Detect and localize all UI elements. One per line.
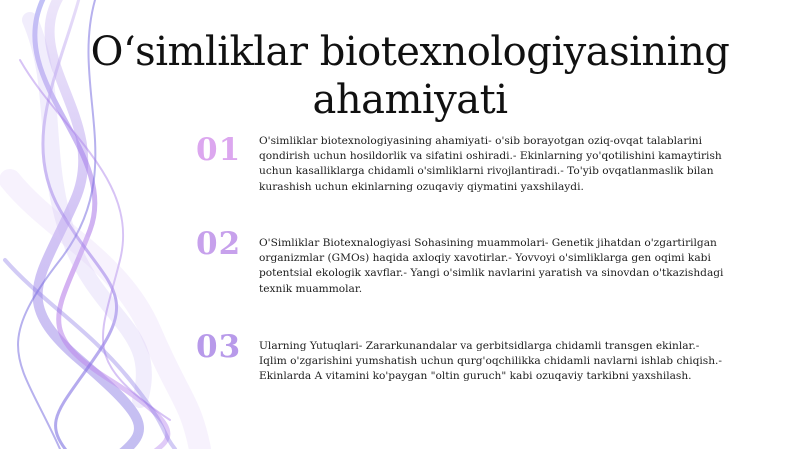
item-text: O'Simliklar Biotexnalogiyasi Sohasining muammolari- Genetik jihatdan o'zgartirilgan organizmlar (GMOs) haqida axloqiy xavotirlar.- Yovvoyi o'simliklarga gen oqimi kabi potentsial ekologik xavflar.- Yangi o'simlik navlarini yaratish va sinovdan o'tkazishdagi texnik muammolar. [259, 237, 724, 295]
item-number: 02 [196, 226, 242, 262]
slide-title: O‘simliklar biotexnologiyasining ahamiyati [90, 29, 730, 123]
item-number: 01 [196, 132, 242, 168]
item-text: Ularning Yutuqlari- Zararkunandalar va gerbitsidlarga chidamli transgen ekinlar.- Iqlim o'zgarishini yumshatish uchun qurg'oqchilikka chidamli navlarni ishlab chiqish.- Ekinlarda A vitamini ko'paygan "oltin guruch" kabi ozuqaviy tarkibni yaxshilash. [259, 340, 722, 383]
item-text: O'simliklar biotexnologiyasining ahamiyati- o'sib borayotgan oziq-ovqat talablarini qondirish uchun hosildorlik va sifatini oshiradi.- Ekinlarning yo'qotilishini kamaytirish uchun kasalliklarga chidamli o'simliklarni rivojlantiradi.- To'yib ovqatlanmaslik bilan kurashish uchun ekinlarning ozuqaviy qiymatini yaxshilaydi. [259, 135, 722, 193]
item-number: 03 [196, 329, 242, 365]
